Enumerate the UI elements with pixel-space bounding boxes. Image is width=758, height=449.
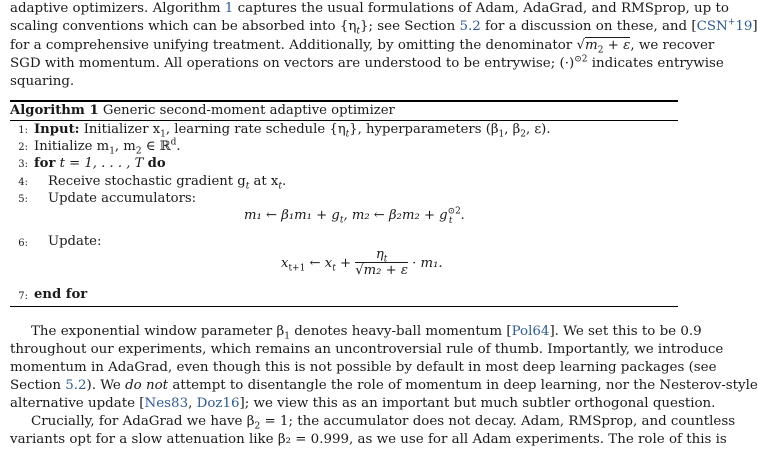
citation-nes83-link[interactable]: Nes83 [144, 396, 189, 411]
line-number-7: 7: [18, 291, 28, 302]
section-ref-link[interactable]: 5.2 [459, 19, 481, 34]
algorithm-line-update: Update: [48, 234, 102, 249]
body-p1-line-2: throughout our experiments, which remains an uncontroversial rule of thumb. Importantly, we introduce [10, 342, 724, 357]
body-p2-line-1: Crucially, for AdaGrad we have $\beta_2 = 1$; the accumulator does not decay. Adam, RMSprop, and countless [31, 414, 736, 432]
citation-pol64-link[interactable]: Pol64 [511, 324, 550, 339]
algorithm-line-for: for t = 1, . . . , T do [34, 156, 166, 171]
algorithm-line-init: Initialize $m_1$, $m_2$ ∈ ℝ$^d$. [34, 137, 181, 157]
algorithm-line-end-for: end for [34, 287, 88, 302]
citation-csn19-link[interactable]: CSN+19 [696, 17, 753, 34]
intro-line-1: adaptive optimizers. Algorithm 1 captures the usual formulations of Adam, AdaGrad, and RMSprop, up to [10, 1, 729, 16]
algorithm-line-update-accumulators: Update accumulators: [48, 191, 197, 206]
algorithm-top-rule [10, 100, 678, 102]
line-number-5: 5: [18, 194, 28, 205]
citation-doz16-link[interactable]: Doz16 [196, 396, 240, 411]
algorithm-bottom-rule [10, 306, 678, 307]
intro-line-3: for a comprehensive unifying treatment. Additionally, by omitting the denominator $√m_2 + \varepsilon$, we recover [10, 38, 715, 56]
algorithm-caption: Algorithm 1 Generic second-moment adaptive optimizer [10, 103, 395, 118]
update-equation: $x_{t+1}$ ← $x_t$ + $\frac{\eta_t}{\text{√m₂ + ε}}$ · m₁. [281, 247, 443, 278]
intro-line-2: scaling conventions which can be absorbed into $\{\eta_t\}$; see Section 5.2 for a discussion on these, and [CSN+19] [10, 17, 758, 37]
section-5-2-link[interactable]: 5.2 [65, 378, 87, 393]
body-p1-line-4: Section 5.2). We do not attempt to disentangle the role of momentum in deep learning, nor the Nesterov-style [10, 378, 758, 393]
intro-line-5: squaring. [10, 74, 75, 89]
algorithm-mid-rule [10, 120, 678, 121]
algorithm-line-receive: Receive stochastic gradient $g_t$ at $x_t$. [48, 174, 287, 192]
learning-rate-fraction: $\frac{\eta_t}{\text{√m₂ + ε}}$ [355, 247, 408, 278]
algorithm-line-input: Input: Initializer $x_1$, learning rate schedule $\{\eta_t\}$, hyperparameters ($\beta_1$, $\beta_2$, ε). [34, 122, 551, 140]
line-number-3: 3: [18, 159, 28, 170]
body-p1-line-3: momentum in AdaGrad, even though this is not possible by default in most deep learning packages (see [10, 360, 717, 375]
line-number-2: 2: [18, 142, 28, 153]
line-number-6: 6: [18, 238, 28, 249]
accumulator-equation: m₁ ← $\beta_1m_1 + g_t$, m₂ ← $\beta_2m_2 + g^{⊙2}_t$ . [244, 206, 465, 226]
body-p1-line-5: alternative update [Nes83, Doz16]; we view this as an important but much subtler orthogonal question. [10, 396, 716, 411]
body-p1-line-1: The exponential window parameter $\beta_1$ denotes heavy-ball momentum [Pol64]. We set this to be 0.9 [31, 324, 702, 342]
body-p2-line-2: variants opt for a slow attenuation like β₂ = 0.999, as we use for all Adam experiments. The role of this is [10, 432, 727, 447]
line-number-4: 4: [18, 177, 28, 188]
intro-line-4: SGD with momentum. All operations on vectors are understood to be entrywise; $(\cdot)^{⊙2}$ indicates entrywise [10, 54, 724, 71]
line-number-1: 1: [18, 125, 28, 136]
algorithm-ref-link[interactable]: 1 [224, 1, 234, 16]
